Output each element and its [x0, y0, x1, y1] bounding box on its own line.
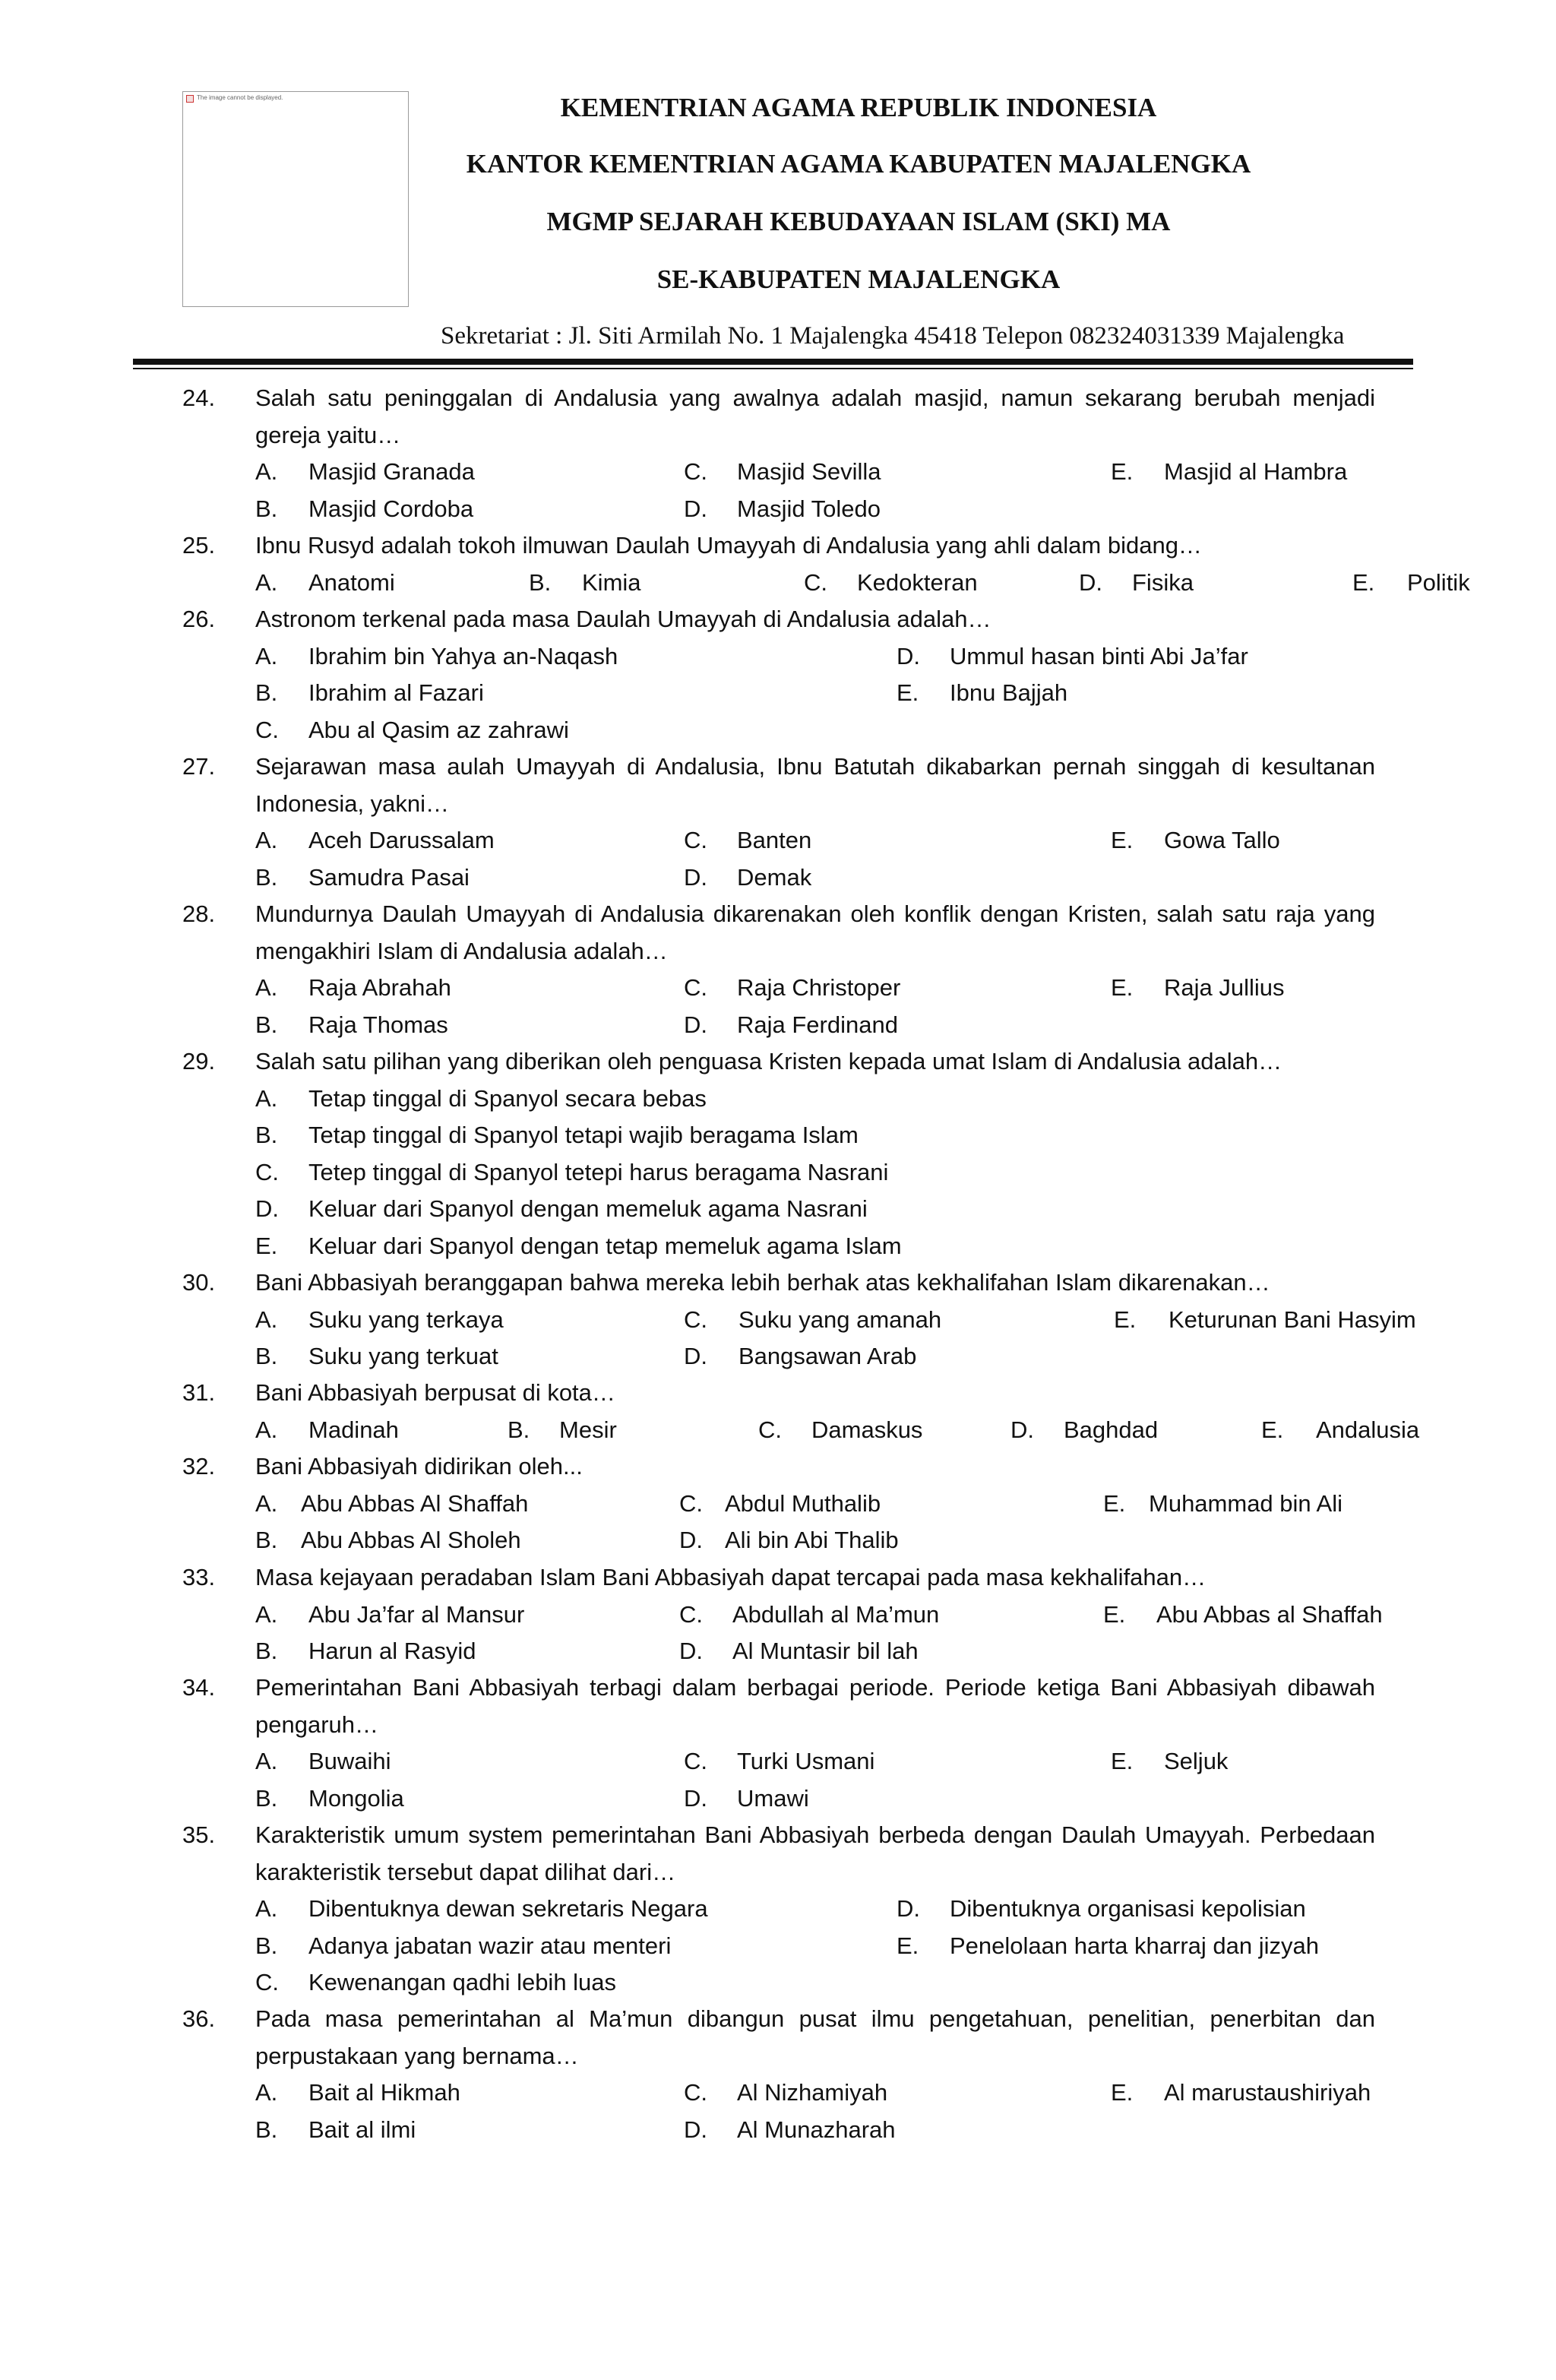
- option-text: Abu al Qasim az zahrawi: [308, 716, 569, 743]
- option-text: Demak: [737, 863, 812, 891]
- option-text: Kewenangan qadhi lebih luas: [308, 1969, 617, 1995]
- question-number: 35.: [182, 1821, 216, 1848]
- option-letter: D.: [684, 2116, 707, 2143]
- option-letter: E.: [1352, 568, 1375, 596]
- option-text: Adanya jabatan wazir atau menteri: [308, 1932, 672, 1959]
- option-text: Muhammad bin Ali: [1149, 1489, 1343, 1517]
- option-text: Keturunan Bani Hasyim: [1169, 1306, 1416, 1333]
- option-letter: A.: [255, 2079, 278, 2106]
- question-text: Bani Abbasiyah didirikan oleh...: [255, 1453, 583, 1480]
- option-letter: B.: [255, 2116, 278, 2143]
- option-letter: C.: [684, 1306, 707, 1333]
- option-text: Ali bin Abi Thalib: [725, 1527, 899, 1553]
- option-text: Buwaihi: [308, 1748, 391, 1774]
- option-letter: E.: [255, 1232, 278, 1259]
- question-number: 34.: [182, 1674, 216, 1701]
- question-27: [182, 748, 1375, 822]
- option-text: Masjid al Hambra: [1164, 458, 1348, 485]
- option-text: Abdullah al Ma’mun: [732, 1600, 940, 1628]
- option-text: Al Muntasir bil lah: [732, 1638, 919, 1664]
- option-text: Ibrahim bin Yahya an-Naqash: [308, 642, 618, 669]
- question-32: [182, 1448, 1375, 1486]
- question-text: Pada masa pemerintahan al Ma’mun dibangun pusat ilmu pengetahuan, penelitian, penerbitan dan perpustakaan yang bernama…: [255, 2005, 1375, 2069]
- option-text: Abu Abbas Al Shaffah: [301, 1489, 529, 1517]
- option-text: Tetap tinggal di Spanyol tetapi wajib beragama Islam: [308, 1122, 859, 1148]
- ministry-title: KEMENTRIAN AGAMA REPUBLIK INDONESIA: [560, 93, 1157, 122]
- option-text: Abu Abbas al Shaffah: [1156, 1600, 1383, 1628]
- question-36: [182, 2001, 1375, 2075]
- option-letter: B.: [508, 1416, 530, 1443]
- option-letter: B.: [255, 1343, 278, 1369]
- question-31: [182, 1375, 1375, 1412]
- option-letter: D.: [679, 1527, 703, 1553]
- option-text: Banten: [737, 827, 812, 853]
- option-text: Dibentuknya organisasi kepolisian: [950, 1895, 1306, 1922]
- option-text: Mesir: [559, 1416, 617, 1443]
- option-text: Keluar dari Spanyol dengan tetap memeluk agama Islam: [308, 1232, 902, 1259]
- option-text: Ummul hasan binti Abi Ja’far: [950, 642, 1248, 669]
- question-text: Bani Abbasiyah berpusat di kota…: [255, 1379, 615, 1406]
- question-number: 25.: [182, 532, 216, 559]
- question-text: Pemerintahan Bani Abbasiyah terbagi dalam berbagai periode. Periode ketiga Bani Abbasiyah dibawah pengaruh…: [255, 1674, 1375, 1738]
- option-text: Masjid Sevilla: [737, 458, 881, 485]
- option-letter: D.: [684, 1784, 707, 1812]
- option-text: Andalusia: [1316, 1416, 1420, 1443]
- option-text: Turki Usmani: [737, 1748, 875, 1774]
- question-number: 26.: [182, 606, 216, 632]
- option-letter: E.: [1114, 1306, 1137, 1333]
- option-text: Bait al ilmi: [308, 2116, 416, 2143]
- question-number: 24.: [182, 385, 216, 411]
- question-24: [182, 380, 1375, 454]
- option-letter: B.: [529, 568, 552, 596]
- option-text: Anatomi: [308, 568, 395, 596]
- option-letter: D.: [897, 1895, 920, 1922]
- option-letter: C.: [684, 827, 707, 853]
- option-text: Samudra Pasai: [308, 863, 470, 891]
- question-number: 27.: [182, 753, 216, 780]
- question-29: [182, 1043, 1375, 1081]
- option-text: Mongolia: [308, 1784, 404, 1812]
- option-text: Baghdad: [1064, 1416, 1159, 1443]
- option-text: Harun al Rasyid: [308, 1638, 476, 1664]
- question-text: Salah satu pilihan yang diberikan oleh penguasa Kristen kepada umat Islam di Andalusia adalah…: [255, 1048, 1282, 1074]
- option-letter: B.: [255, 679, 278, 706]
- option-text: Suku yang amanah: [738, 1306, 942, 1333]
- logo-alt-text: The image cannot be displayed.: [197, 94, 283, 101]
- option-text: Madinah: [308, 1416, 399, 1443]
- option-letter: A.: [255, 1600, 278, 1628]
- question-number: 33.: [182, 1564, 216, 1590]
- option-text: Ibnu Bajjah: [950, 679, 1068, 706]
- option-letter: A.: [255, 1895, 278, 1922]
- option-text: Bait al Hikmah: [308, 2079, 460, 2106]
- option-letter: E.: [1111, 458, 1134, 485]
- option-letter: B.: [255, 863, 278, 891]
- option-letter: B.: [255, 1122, 278, 1148]
- option-letter: C.: [684, 458, 707, 485]
- option-letter: B.: [255, 1932, 278, 1959]
- option-text: Tetap tinggal di Spanyol secara bebas: [308, 1084, 707, 1112]
- option-text: Damaskus: [811, 1416, 923, 1443]
- question-text: Salah satu peninggalan di Andalusia yang awalnya adalah masjid, namun sekarang berubah menjadi gereja yaitu…: [255, 385, 1375, 448]
- option-text: Tetep tinggal di Spanyol tetepi harus beragama Nasrani: [308, 1158, 889, 1185]
- option-letter: C.: [684, 1748, 707, 1774]
- option-letter: D.: [255, 1195, 279, 1222]
- option-letter: E.: [1111, 2079, 1134, 2106]
- mgmp-title: MGMP SEJARAH KEBUDAYAAN ISLAM (SKI) MA: [546, 207, 1171, 236]
- office-title: KANTOR KEMENTRIAN AGAMA KABUPATEN MAJALENGKA: [466, 149, 1251, 179]
- option-letter: B.: [255, 1638, 278, 1664]
- option-letter: C.: [684, 974, 707, 1001]
- question-number: 29.: [182, 1048, 216, 1074]
- option-text: Kedokteran: [857, 568, 978, 596]
- option-letter: E.: [897, 679, 919, 706]
- option-letter: E.: [1111, 827, 1134, 853]
- option-text: Al Munazharah: [737, 2116, 896, 2143]
- option-letter: D.: [684, 1011, 707, 1038]
- option-text: Aceh Darussalam: [308, 827, 495, 853]
- option-text: Raja Jullius: [1164, 974, 1285, 1001]
- question-26: [182, 601, 1375, 638]
- option-letter: E.: [1261, 1416, 1284, 1443]
- question-35: [182, 1817, 1375, 1891]
- question-25: [182, 527, 1375, 565]
- question-number: 32.: [182, 1453, 216, 1480]
- option-letter: C.: [684, 2079, 707, 2106]
- option-text: Masjid Toledo: [737, 495, 881, 522]
- option-letter: B.: [255, 1527, 278, 1553]
- option-letter: C.: [679, 1489, 703, 1517]
- option-letter: B.: [255, 1784, 278, 1812]
- option-text: Ibrahim al Fazari: [308, 679, 484, 706]
- option-text: Raja Christoper: [737, 974, 901, 1001]
- option-letter: E.: [1103, 1489, 1126, 1517]
- option-text: Raja Thomas: [308, 1011, 448, 1038]
- option-letter: D.: [1079, 568, 1102, 596]
- option-text: Keluar dari Spanyol dengan memeluk agama Nasrani: [308, 1195, 868, 1222]
- option-text: Al marustaushiriyah: [1164, 2079, 1371, 2106]
- option-text: Abu Abbas Al Sholeh: [301, 1527, 521, 1553]
- option-letter: A.: [255, 974, 278, 1001]
- question-number: 31.: [182, 1379, 216, 1406]
- option-text: Suku yang terkaya: [308, 1306, 504, 1333]
- option-text: Raja Ferdinand: [737, 1011, 898, 1038]
- question-text: Sejarawan masa aulah Umayyah di Andalusia, Ibnu Batutah dikabarkan pernah singgah di kesultanan Indonesia, yakni…: [255, 753, 1375, 817]
- question-text: Astronom terkenal pada masa Daulah Umayyah di Andalusia adalah…: [255, 606, 991, 632]
- question-33: [182, 1559, 1375, 1597]
- region-title: SE-KABUPATEN MAJALENGKA: [656, 264, 1061, 294]
- option-letter: A.: [255, 1084, 278, 1112]
- option-text: Abdul Muthalib: [725, 1489, 881, 1517]
- option-letter: A.: [255, 827, 278, 853]
- option-letter: A.: [255, 1416, 278, 1443]
- option-letter: E.: [897, 1932, 919, 1959]
- option-letter: D.: [684, 1343, 707, 1369]
- option-text: Umawi: [737, 1784, 809, 1812]
- question-text: Bani Abbasiyah beranggapan bahwa mereka lebih berhak atas kekhalifahan Islam dikarenakan…: [255, 1269, 1270, 1296]
- option-text: Fisika: [1132, 568, 1194, 596]
- option-text: Kimia: [582, 568, 641, 596]
- option-letter: D.: [1010, 1416, 1034, 1443]
- option-letter: C.: [804, 568, 827, 596]
- option-letter: C.: [255, 1969, 279, 1995]
- option-text: Dibentuknya dewan sekretaris Negara: [308, 1895, 708, 1922]
- option-text: Abu Ja’far al Mansur: [308, 1600, 525, 1628]
- option-text: Gowa Tallo: [1164, 827, 1280, 853]
- option-text: Seljuk: [1164, 1748, 1229, 1774]
- option-letter: A.: [255, 1306, 278, 1333]
- option-letter: A.: [255, 1489, 278, 1517]
- option-letter: C.: [758, 1416, 782, 1443]
- option-text: Politik: [1407, 568, 1470, 596]
- option-text: Suku yang terkuat: [308, 1343, 498, 1369]
- question-number: 28.: [182, 900, 216, 927]
- question-text: Ibnu Rusyd adalah tokoh ilmuwan Daulah Umayyah di Andalusia yang ahli dalam bidang…: [255, 532, 1202, 559]
- question-34: [182, 1669, 1375, 1743]
- question-text: Karakteristik umum system pemerintahan Bani Abbasiyah berbeda dengan Daulah Umayyah. Perbedaan karakteristik tersebut dapat dilihat dari…: [255, 1821, 1375, 1885]
- option-letter: B.: [255, 1011, 278, 1038]
- question-number: 36.: [182, 2005, 216, 2032]
- option-letter: E.: [1111, 974, 1134, 1001]
- question-28: [182, 896, 1375, 970]
- question-text: Mundurnya Daulah Umayyah di Andalusia dikarenakan oleh konflik dengan Kristen, salah satu raja yang mengakhiri Islam di Andalusia adalah…: [255, 900, 1375, 964]
- option-letter: D.: [684, 863, 707, 891]
- option-text: Raja Abrahah: [308, 974, 451, 1001]
- option-letter: E.: [1103, 1600, 1126, 1628]
- option-letter: D.: [897, 642, 920, 669]
- option-text: Bangsawan Arab: [738, 1343, 917, 1369]
- option-text: Masjid Granada: [308, 458, 475, 485]
- secretariat-address: Sekretariat : Jl. Siti Armilah No. 1 Majalengka 45418 Telepon 082324031339 Majalengka: [441, 322, 1345, 350]
- option-letter: C.: [255, 1158, 279, 1185]
- option-letter: A.: [255, 568, 278, 596]
- option-letter: A.: [255, 1748, 278, 1774]
- option-text: Al Nizhamiyah: [737, 2079, 888, 2106]
- question-number: 30.: [182, 1269, 216, 1296]
- option-text: Penelolaan harta kharraj dan jizyah: [950, 1932, 1319, 1959]
- option-letter: A.: [255, 642, 278, 669]
- option-letter: B.: [255, 495, 278, 522]
- option-letter: C.: [255, 716, 279, 743]
- option-letter: E.: [1111, 1748, 1134, 1774]
- option-letter: C.: [679, 1600, 703, 1628]
- option-letter: D.: [684, 495, 707, 522]
- question-30: [182, 1264, 1375, 1302]
- option-letter: D.: [679, 1638, 703, 1664]
- question-text: Masa kejayaan peradaban Islam Bani Abbasiyah dapat tercapai pada masa kekhalifahan…: [255, 1564, 1207, 1590]
- option-letter: A.: [255, 458, 278, 485]
- option-text: Masjid Cordoba: [308, 495, 474, 522]
